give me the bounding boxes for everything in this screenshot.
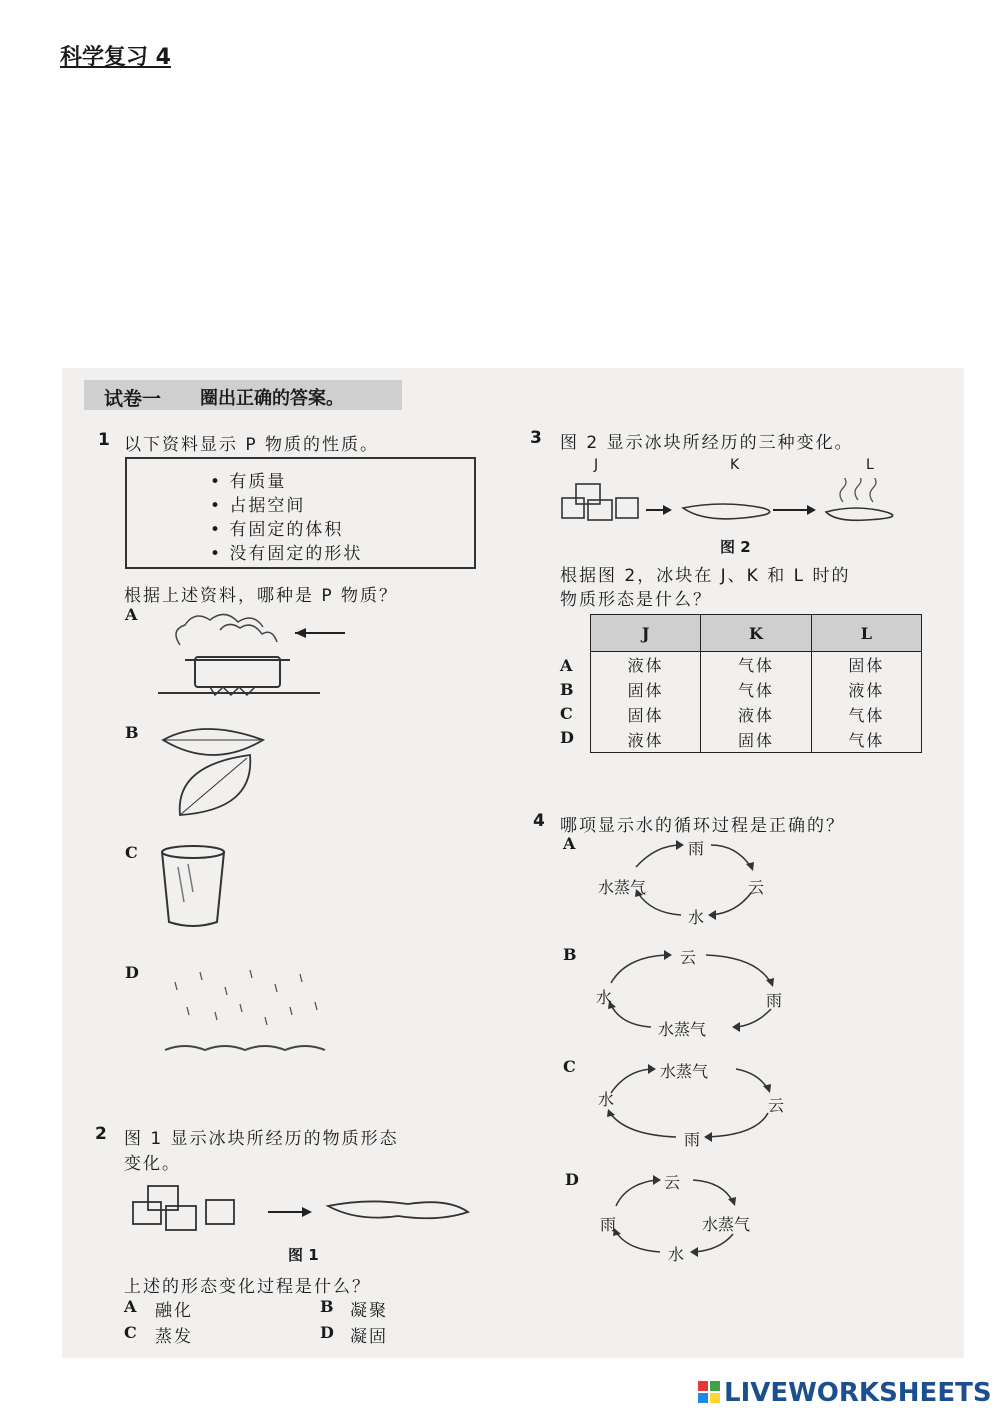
q4-cycle-a bbox=[596, 835, 776, 930]
cycle-node-bottom: 水 bbox=[688, 908, 705, 927]
q2-figure-caption: 图 1 bbox=[288, 1246, 319, 1264]
table-header: L bbox=[811, 615, 921, 652]
q3-answer-table bbox=[590, 614, 922, 753]
q4-cycle-d bbox=[598, 1168, 778, 1263]
liveworksheets-logo-icon bbox=[698, 1381, 722, 1405]
cycle-node-top: 水蒸气 bbox=[660, 1062, 709, 1081]
q3-label-k: K bbox=[730, 457, 740, 473]
table-cell: 气体 bbox=[701, 677, 811, 702]
q3-row-letter-a[interactable]: A bbox=[560, 656, 573, 675]
cycle-node-bottom: 雨 bbox=[684, 1130, 701, 1149]
q3-question-line2: 物质形态是什么？ bbox=[560, 590, 712, 610]
q3-row-letter-d[interactable]: D bbox=[560, 728, 574, 747]
q3-number: 3 bbox=[530, 428, 542, 448]
ice-melting-figure bbox=[128, 1178, 478, 1238]
liveworksheets-brand: LIVEWORKSHEETS bbox=[724, 1378, 992, 1408]
q1-option-b[interactable]: B bbox=[125, 723, 139, 742]
table-cell: 液体 bbox=[591, 727, 701, 753]
table-cell: 固体 bbox=[811, 652, 921, 678]
cycle-node-right: 雨 bbox=[766, 991, 783, 1010]
q2-choice-a-letter[interactable]: A bbox=[124, 1297, 137, 1316]
cycle-node-left: 水 bbox=[598, 1090, 615, 1109]
cycle-node-left: 水 bbox=[596, 988, 613, 1007]
q1-bullet: • 占据空间 bbox=[210, 496, 306, 516]
q3-figure-caption: 图 2 bbox=[720, 538, 751, 556]
document-title: 科学复习 4 bbox=[60, 45, 171, 70]
leaf-icon bbox=[155, 720, 270, 820]
q3-label-l: L bbox=[866, 457, 874, 473]
q2-choice-c[interactable]: 蒸发 bbox=[155, 1327, 193, 1347]
q2-number: 2 bbox=[95, 1124, 107, 1144]
table-cell: 液体 bbox=[701, 702, 811, 727]
table-row[interactable] bbox=[591, 652, 922, 678]
table-row[interactable] bbox=[591, 702, 922, 727]
glass-icon bbox=[158, 842, 228, 932]
q4-number: 4 bbox=[533, 811, 545, 831]
q4-cycle-c bbox=[596, 1057, 796, 1152]
table-cell: 气体 bbox=[811, 702, 921, 727]
q1-option-d[interactable]: D bbox=[125, 963, 139, 982]
q2-text-line2: 变化。 bbox=[124, 1154, 181, 1174]
ice-three-changes-figure bbox=[558, 478, 918, 528]
table-row[interactable] bbox=[591, 677, 922, 702]
q4-option-d[interactable]: D bbox=[565, 1170, 579, 1189]
rain-icon bbox=[155, 962, 335, 1062]
cycle-node-top: 云 bbox=[680, 948, 697, 967]
q1-question: 根据上述资料，哪种是 P 物质？ bbox=[124, 586, 399, 606]
q3-label-j: J bbox=[594, 457, 599, 473]
table-cell: 气体 bbox=[811, 727, 921, 753]
q3-text: 图 2 显示冰块所经历的三种变化。 bbox=[560, 433, 854, 453]
q2-choice-d-letter[interactable]: D bbox=[320, 1323, 334, 1342]
q4-option-b[interactable]: B bbox=[563, 945, 577, 964]
q2-choice-c-letter[interactable]: C bbox=[124, 1323, 137, 1342]
cycle-node-left: 水蒸气 bbox=[598, 878, 647, 897]
q2-text-line1: 图 1 显示冰块所经历的物质形态 bbox=[124, 1129, 399, 1149]
cycle-node-right: 水蒸气 bbox=[702, 1215, 751, 1234]
q2-choice-b-letter[interactable]: B bbox=[320, 1297, 334, 1316]
table-row[interactable] bbox=[591, 727, 922, 753]
q1-bullet: • 有固定的体积 bbox=[210, 520, 344, 540]
cycle-node-top: 雨 bbox=[688, 839, 705, 858]
table-cell: 固体 bbox=[591, 677, 701, 702]
q2-question: 上述的形态变化过程是什么？ bbox=[124, 1277, 371, 1297]
q1-number: 1 bbox=[98, 430, 110, 450]
cycle-node-top: 云 bbox=[664, 1173, 681, 1192]
table-header: K bbox=[701, 615, 811, 652]
q3-row-letter-b[interactable]: B bbox=[560, 680, 574, 699]
q4-text: 哪项显示水的循环过程是正确的？ bbox=[560, 816, 845, 836]
table-cell: 固体 bbox=[591, 702, 701, 727]
q1-text: 以下资料显示 P 物质的性质。 bbox=[124, 435, 380, 455]
boiling-pot-steam-icon bbox=[150, 605, 350, 705]
section-instruction: 圈出正确的答案。 bbox=[200, 388, 344, 409]
cycle-node-left: 雨 bbox=[600, 1215, 617, 1234]
cycle-node-bottom: 水 bbox=[668, 1245, 685, 1264]
cycle-node-bottom: 水蒸气 bbox=[658, 1020, 707, 1039]
q4-option-c[interactable]: C bbox=[563, 1057, 576, 1076]
cycle-node-right: 云 bbox=[748, 878, 765, 897]
q2-choice-a[interactable]: 融化 bbox=[155, 1301, 193, 1321]
q4-cycle-b bbox=[596, 943, 796, 1038]
q1-option-c[interactable]: C bbox=[125, 843, 138, 862]
q1-bullet: • 有质量 bbox=[210, 472, 287, 492]
table-cell: 气体 bbox=[701, 652, 811, 678]
q1-bullet: • 没有固定的形状 bbox=[210, 544, 363, 564]
q3-question-line1: 根据图 2，冰块在 J、K 和 L 时的 bbox=[560, 566, 851, 586]
table-cell: 固体 bbox=[701, 727, 811, 753]
cycle-node-right: 云 bbox=[768, 1096, 785, 1115]
q3-row-letter-c[interactable]: C bbox=[560, 704, 573, 723]
q2-choice-b[interactable]: 凝聚 bbox=[350, 1301, 388, 1321]
section-label: 试卷一 bbox=[104, 388, 162, 410]
table-header: J bbox=[591, 615, 701, 652]
q1-option-a[interactable]: A bbox=[125, 605, 138, 624]
q2-choice-d[interactable]: 凝固 bbox=[350, 1327, 388, 1347]
table-cell: 液体 bbox=[591, 652, 701, 678]
cycle-arrows-icon bbox=[598, 1168, 778, 1263]
table-cell: 液体 bbox=[811, 677, 921, 702]
q4-option-a[interactable]: A bbox=[563, 834, 576, 853]
